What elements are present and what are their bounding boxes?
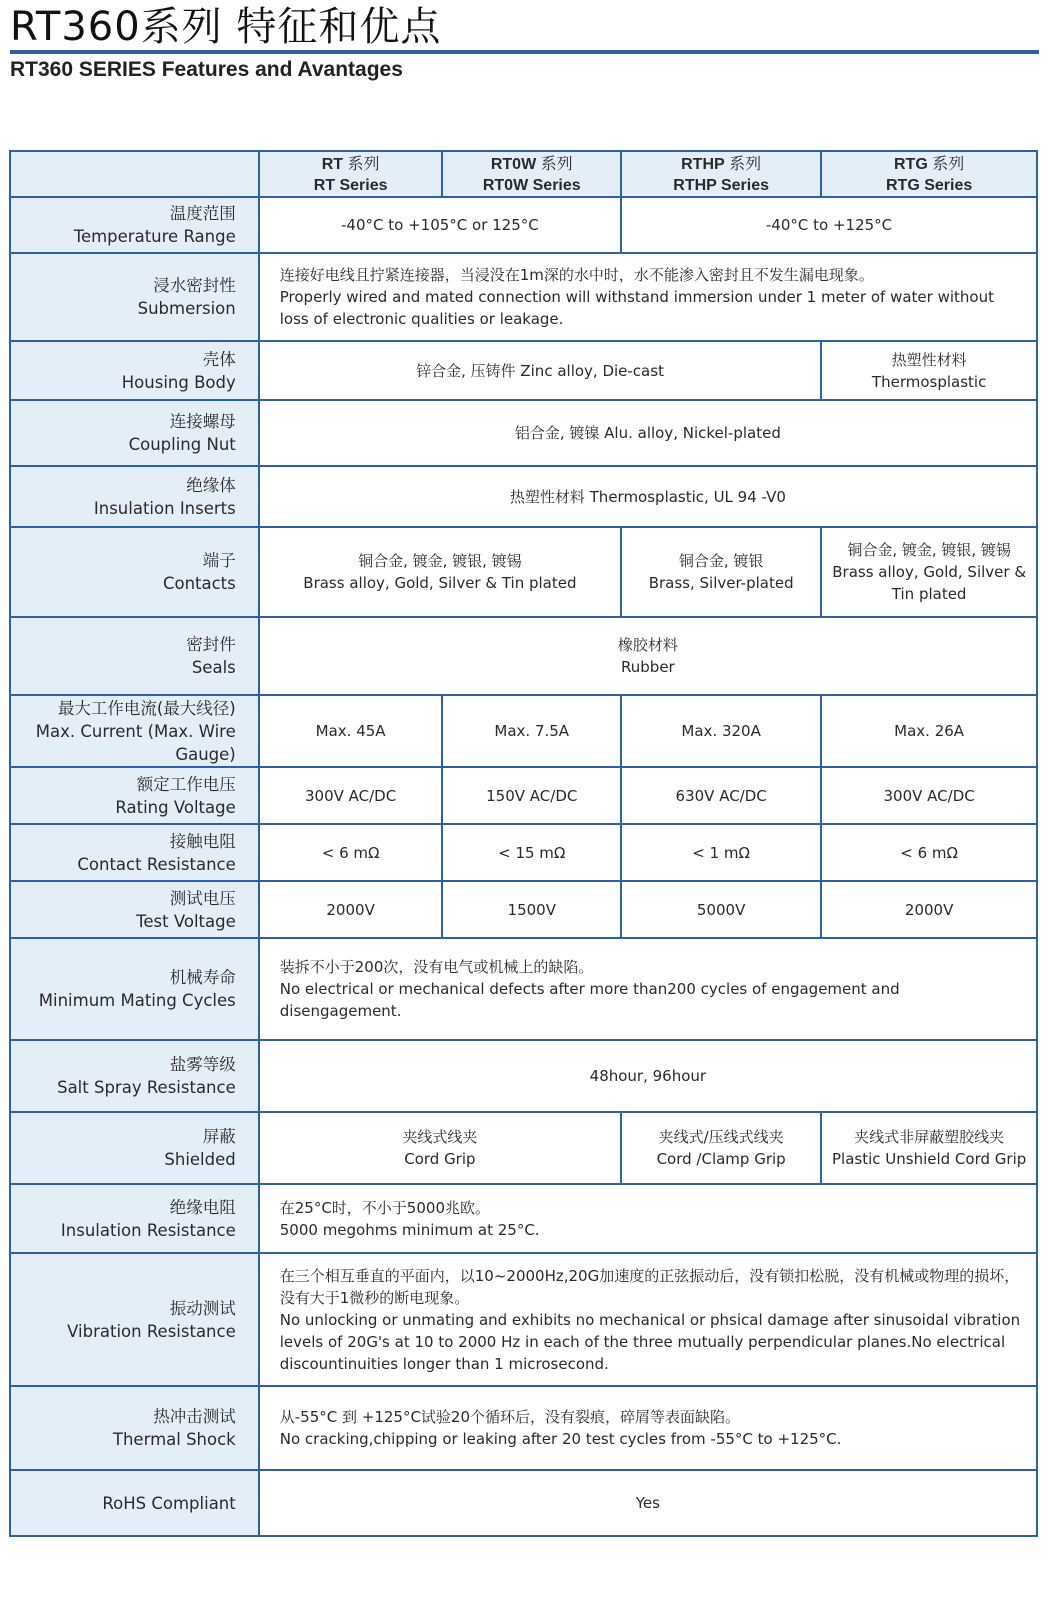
label-contact-resistance-en: Contact Resistance xyxy=(77,854,236,874)
label-coupling xyxy=(10,400,259,466)
row-rating-voltage xyxy=(10,767,1037,824)
header-rt0w-cn: 系列 xyxy=(540,156,573,173)
header-rtg-en: RTG Series xyxy=(886,177,973,194)
contacts-rthp-cn: 铜合金, 镀银 xyxy=(678,552,764,570)
label-insulation-resistance-en: Insulation Resistance xyxy=(60,1220,236,1240)
label-insulation-inserts xyxy=(10,466,259,527)
insulation-resistance-text-cn: 在25°C时，不小于5000兆欧。 xyxy=(279,1198,490,1217)
contacts-rt-rt0w-en: Brass alloy, Gold, Silver & Tin plated xyxy=(303,574,577,592)
shielded-rthp-cn: 夹线式/压线式线夹 xyxy=(658,1128,784,1146)
label-vibration-cn: 振动测试 xyxy=(169,1298,236,1318)
vibration-text-cn: 在三个相互垂直的平面内，以10~2000Hz,20G加速度的正弦振动后，没有锁扣松脱，没有机械或物理的损坏，没有大于1微秒的断电现象。 xyxy=(279,1266,1020,1307)
max-current-rthp: Max. 320A xyxy=(621,695,821,767)
row-salt-spray xyxy=(10,1040,1037,1112)
seals-all-en: Rubber xyxy=(621,658,675,676)
label-shielded-cn: 屏蔽 xyxy=(202,1127,236,1146)
title-divider xyxy=(10,50,1039,54)
label-contact-resistance-cn: 接触电阻 xyxy=(169,831,236,851)
row-test-voltage xyxy=(10,881,1037,938)
label-mating-cycles-en: Minimum Mating Cycles xyxy=(38,991,236,1010)
spec-table xyxy=(9,150,1038,1537)
header-rt0w-en: RT0W Series xyxy=(482,177,581,194)
label-test-voltage xyxy=(10,881,259,938)
row-seals xyxy=(10,617,1037,695)
seals-all xyxy=(259,617,1037,695)
header-rt-code: RT xyxy=(321,156,344,173)
rating-voltage-rthp: 630V AC/DC xyxy=(621,767,821,824)
temperature-rthp-rtg: -40°C to +125°C xyxy=(621,197,1037,253)
label-seals-en: Seals xyxy=(191,658,236,677)
shielded-rtg-en: Plastic Unshield Cord Grip xyxy=(831,1150,1027,1168)
label-housing-en: Housing Body xyxy=(121,372,236,392)
mating-cycles-text-cn: 装拆不小于200次，没有电气或机械上的缺陷。 xyxy=(279,958,594,976)
label-insulation-resistance xyxy=(10,1184,259,1253)
label-rating-voltage-en: Rating Voltage xyxy=(115,797,236,817)
label-submersion xyxy=(10,253,259,341)
header-rt xyxy=(259,151,443,197)
label-temperature-en: Temperature Range xyxy=(73,227,236,246)
label-seals xyxy=(10,617,259,695)
label-vibration xyxy=(10,1253,259,1386)
label-submersion-cn: 浸水密封性 xyxy=(153,276,236,295)
row-housing xyxy=(10,341,1037,400)
label-temperature-cn: 温度范围 xyxy=(169,204,236,223)
label-temperature xyxy=(10,197,259,253)
label-thermal-shock-cn: 热冲击测试 xyxy=(153,1407,236,1426)
vibration-text-en: No unlocking or unmating and exhibits no mechanical or phsical damage after sinusoidal vibration levels of 20G's at 10 to 2000 Hz in each of the three mutually perpendicular planes.No electrical discountinuities longer than 1 microsecond. xyxy=(279,1310,1021,1373)
shielded-rtg xyxy=(821,1112,1037,1184)
contact-resistance-rt: < 6 mΩ xyxy=(259,824,443,881)
label-test-voltage-en: Test Voltage xyxy=(136,911,236,931)
test-voltage-rt: 2000V xyxy=(259,881,443,938)
insulation-resistance-text xyxy=(259,1184,1037,1253)
row-rohs xyxy=(10,1470,1037,1536)
thermal-shock-text xyxy=(259,1386,1037,1470)
header-rt0w xyxy=(442,151,621,197)
label-insulation-inserts-cn: 绝缘体 xyxy=(186,475,236,495)
contacts-rt-rt0w xyxy=(259,527,621,617)
housing-rtg-en: Thermosplastic xyxy=(871,372,987,391)
shielded-rt-rt0w-cn: 夹线式线夹 xyxy=(402,1128,478,1146)
mating-cycles-text-en: No electrical or mechanical defects after more than200 cycles of engagement and disengagement. xyxy=(279,980,900,1020)
header-rtg-cn: 系列 xyxy=(932,156,965,173)
row-contact-resistance xyxy=(10,824,1037,881)
rating-voltage-rtg: 300V AC/DC xyxy=(821,767,1037,824)
vibration-text xyxy=(259,1253,1037,1386)
shielded-rtg-cn: 夹线式非屏蔽塑胶线夹 xyxy=(854,1128,1005,1146)
label-test-voltage-cn: 测试电压 xyxy=(169,888,236,908)
label-coupling-cn: 连接螺母 xyxy=(169,412,236,431)
header-row xyxy=(10,151,1037,197)
rating-voltage-rt: 300V AC/DC xyxy=(259,767,443,824)
label-vibration-en: Vibration Resistance xyxy=(67,1321,236,1341)
label-rating-voltage xyxy=(10,767,259,824)
header-rthp-en: RTHP Series xyxy=(673,177,770,194)
header-rt-cn: 系列 xyxy=(347,156,380,173)
contacts-rtg xyxy=(821,527,1037,617)
label-shielded-en: Shielded xyxy=(164,1150,236,1169)
max-current-rt0w: Max. 7.5A xyxy=(442,695,621,767)
label-housing xyxy=(10,341,259,400)
test-voltage-rthp: 5000V xyxy=(621,881,821,938)
salt-spray-all: 48hour, 96hour xyxy=(259,1040,1037,1112)
page-title-en: RT360 SERIES Features and Avantages xyxy=(10,58,403,81)
contacts-rtg-en: Brass alloy, Gold, Silver & Tin plated xyxy=(832,563,1027,603)
contacts-rtg-cn: 铜合金, 镀金, 镀银, 镀锡 xyxy=(847,541,1011,559)
header-rthp-code: RTHP xyxy=(681,156,725,173)
housing-rtg xyxy=(821,341,1037,400)
label-contacts-en: Contacts xyxy=(162,574,236,593)
mating-cycles-text xyxy=(259,938,1037,1040)
label-salt-spray-cn: 盐雾等级 xyxy=(169,1055,236,1074)
row-mating-cycles xyxy=(10,938,1037,1040)
housing-rt-rthp: 锌合金, 压铸件 Zinc alloy, Die-cast xyxy=(259,341,822,400)
row-max-current xyxy=(10,695,1037,767)
thermal-shock-text-cn: 从-55°C 到 +125°C试验20个循环后，没有裂痕，碎屑等表面缺陷。 xyxy=(279,1408,741,1426)
header-rtg-code: RTG xyxy=(894,156,928,173)
row-contacts xyxy=(10,527,1037,617)
contact-resistance-rthp: < 1 mΩ xyxy=(621,824,821,881)
max-current-rt: Max. 45A xyxy=(259,695,443,767)
row-thermal-shock xyxy=(10,1386,1037,1470)
page-title-cn: RT360系列 特征和优点 xyxy=(10,4,442,50)
label-salt-spray xyxy=(10,1040,259,1112)
contacts-rt-rt0w-cn: 铜合金, 镀金, 镀银, 镀锡 xyxy=(358,552,522,570)
label-contacts-cn: 端子 xyxy=(202,551,236,570)
header-rthp-cn: 系列 xyxy=(729,156,762,173)
shielded-rt-rt0w xyxy=(259,1112,621,1184)
label-submersion-en: Submersion xyxy=(137,299,236,318)
row-insulation-inserts xyxy=(10,466,1037,527)
rating-voltage-rt0w: 150V AC/DC xyxy=(442,767,621,824)
contact-resistance-rt0w: < 15 mΩ xyxy=(442,824,621,881)
submersion-text xyxy=(259,253,1037,341)
shielded-rthp-en: Cord /Clamp Grip xyxy=(656,1150,786,1168)
test-voltage-rtg: 2000V xyxy=(821,881,1037,938)
housing-rtg-cn: 热塑性材料 xyxy=(891,350,967,369)
label-insulation-inserts-en: Insulation Inserts xyxy=(93,498,236,518)
header-rt-en: RT Series xyxy=(313,177,388,194)
contact-resistance-rtg: < 6 mΩ xyxy=(821,824,1037,881)
row-insulation-resistance xyxy=(10,1184,1037,1253)
temperature-rt-rt0w: -40°C to +105°C or 125°C xyxy=(259,197,621,253)
label-max-current-cn: 最大工作电流(最大线径) xyxy=(57,698,236,718)
label-thermal-shock xyxy=(10,1386,259,1470)
header-rtg xyxy=(821,151,1037,197)
submersion-text-cn: 连接好电线且拧紧连接器，当浸没在1m深的水中时，水不能渗入密封且不发生漏电现象。 xyxy=(279,266,874,284)
label-rohs xyxy=(10,1470,259,1536)
label-contact-resistance xyxy=(10,824,259,881)
insulation-inserts-all: 热塑性材料 Thermosplastic, UL 94 -V0 xyxy=(259,466,1037,527)
header-rt0w-code: RT0W xyxy=(490,156,537,173)
shielded-rt-rt0w-en: Cord Grip xyxy=(404,1150,476,1168)
label-max-current xyxy=(10,695,259,767)
test-voltage-rt0w: 1500V xyxy=(442,881,621,938)
label-max-current-en: Max. Current (Max. Wire Gauge) xyxy=(35,721,236,764)
row-submersion xyxy=(10,253,1037,341)
contacts-rthp xyxy=(621,527,821,617)
row-coupling xyxy=(10,400,1037,466)
row-shielded xyxy=(10,1112,1037,1184)
label-shielded xyxy=(10,1112,259,1184)
coupling-all: 铝合金, 镀镍 Alu. alloy, Nickel-plated xyxy=(259,400,1037,466)
rohs-all: Yes xyxy=(259,1470,1037,1536)
label-salt-spray-en: Salt Spray Resistance xyxy=(57,1078,236,1097)
row-vibration xyxy=(10,1253,1037,1386)
label-coupling-en: Coupling Nut xyxy=(128,435,236,454)
shielded-rthp xyxy=(621,1112,821,1184)
submersion-text-en: Properly wired and mated connection will withstand immersion under 1 meter of water without loss of electronic qualities or leakage. xyxy=(279,288,994,328)
insulation-resistance-text-en: 5000 megohms minimum at 25°C. xyxy=(279,1220,540,1239)
label-insulation-resistance-cn: 绝缘电阻 xyxy=(169,1197,236,1217)
label-thermal-shock-en: Thermal Shock xyxy=(112,1430,236,1449)
seals-all-cn: 橡胶材料 xyxy=(617,636,678,654)
label-rohs-en: RoHS Compliant xyxy=(102,1493,236,1513)
label-mating-cycles xyxy=(10,938,259,1040)
label-mating-cycles-cn: 机械寿命 xyxy=(169,968,236,987)
label-housing-cn: 壳体 xyxy=(202,349,236,369)
label-contacts xyxy=(10,527,259,617)
label-seals-cn: 密封件 xyxy=(186,635,236,654)
header-rthp xyxy=(621,151,821,197)
header-blank-cell xyxy=(10,151,259,197)
contacts-rthp-en: Brass, Silver-plated xyxy=(648,574,794,592)
max-current-rtg: Max. 26A xyxy=(821,695,1037,767)
label-rating-voltage-cn: 额定工作电压 xyxy=(136,774,236,794)
row-temperature xyxy=(10,197,1037,253)
thermal-shock-text-en: No cracking,chipping or leaking after 20 test cycles from -55°C to +125°C. xyxy=(279,1430,842,1448)
